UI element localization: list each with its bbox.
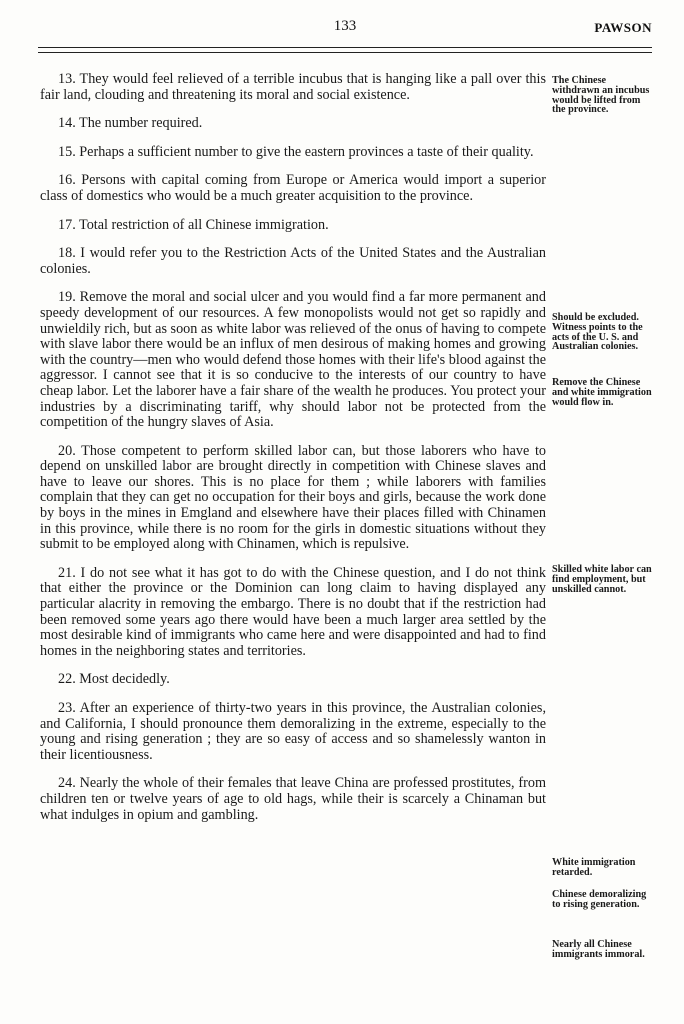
paragraph-16: 16. Persons with capital coming from Europe or America would import a superior class of domestics who would be a much greater acquisition to the province.	[40, 172, 546, 204]
margin-note: Chinese demoralizing to rising generation.	[552, 889, 647, 910]
page-number: 133	[333, 18, 357, 34]
paragraph-22: 22. Most decidedly.	[58, 671, 170, 688]
paragraph-24: 24. Nearly the whole of their females that leave China are professed prostitutes, from children ten or twelve years of age to old hags, while their is scarcely a Chinaman but what indulges in opium and gambling.	[40, 775, 546, 823]
paragraph-18: 18. I would refer you to the Restriction Acts of the United States and the Australian colonies.	[40, 245, 546, 277]
header-rule-top	[38, 47, 652, 48]
page-header	[38, 18, 652, 38]
paragraph-14: 14. The number required.	[58, 115, 203, 132]
paragraph-23: 23. After an experience of thirty-two years in this province, the Australian colonies, and California, I should pronounce them demoralizing in the extreme, especially to the young and rising generation ; they are so easy of access and so shamelessly wanton in their licentiousness.	[40, 700, 546, 763]
paragraph-20: 20. Those competent to perform skilled labor can, but those laborers who have to depend on unskilled labor are brought directly in competition with Chinese slaves and have to leave our shores. This is no place for them ; while laborers with families complain that they can get no occupation for their boys and girls, because the work done by boys in the mines in Emgland and elsewhere have their places filled with Chinamen in this province, while there is no room for the girls in domestic situations without they submit to be employed along with Chinamen, which is repulsive.	[40, 442, 546, 553]
paragraph-13: 13. They would feel relieved of a terrible incubus that is hanging like a pall over this fair land, clouding and threatening its moral and social existence.	[40, 71, 546, 103]
margin-note: White immigration retarded.	[552, 857, 636, 878]
running-head: PAWSON	[594, 20, 652, 35]
paragraph-17: 17. Total restriction of all Chinese immigration.	[58, 216, 329, 233]
paragraph-19: 19. Remove the moral and social ulcer and you would find a far more permanent and speedy development of our resources. A few monopolists would not get so rapidly and unwieldily rich, but as soon as white labor was relieved of the onus of having to compete with slave labor there would be an influx of men desirous of making homes and growing with the country—men who would defend those homes with their life's blood against the aggressor. I cannot see that it is so conducive to the interests of our country to have cheap labor. Let the laborer have a fair share of the wealth he produces. You protect your industries by a discriminating tariff, why should labor not be protected from the competition of the hungry slaves of Asia.	[40, 289, 546, 431]
margin-note: Should be excluded. Witness points to the acts of the U. S. and Australian colonies.	[552, 312, 643, 353]
paragraph-15: 15. Perhaps a sufficient number to give the eastern provinces a taste of their quality.	[58, 143, 534, 160]
margin-note: Skilled white labor can find employment, but unskilled cannot.	[552, 564, 652, 595]
margin-note: Nearly all Chinese immigrants immoral.	[552, 939, 645, 960]
margin-note: Remove the Chinese and white immigration would flow in.	[552, 377, 652, 408]
body-text	[40, 72, 546, 836]
margin-note: The Chinese withdrawn an incubus would be lifted from the province.	[552, 75, 650, 116]
header-rule-bottom	[38, 52, 652, 53]
paragraph-21: 21. I do not see what it has got to do with the Chinese question, and I do not think that either the province or the Dominion can long claim to having displayed any particular alacrity in removing the embargo. There is no doubt that if the restriction had been removed some years ago there would have been a much larger area settled by the most desirable kind of immigrants who came here and were disappointed and had to find homes in the neighboring states and territories.	[40, 564, 546, 659]
